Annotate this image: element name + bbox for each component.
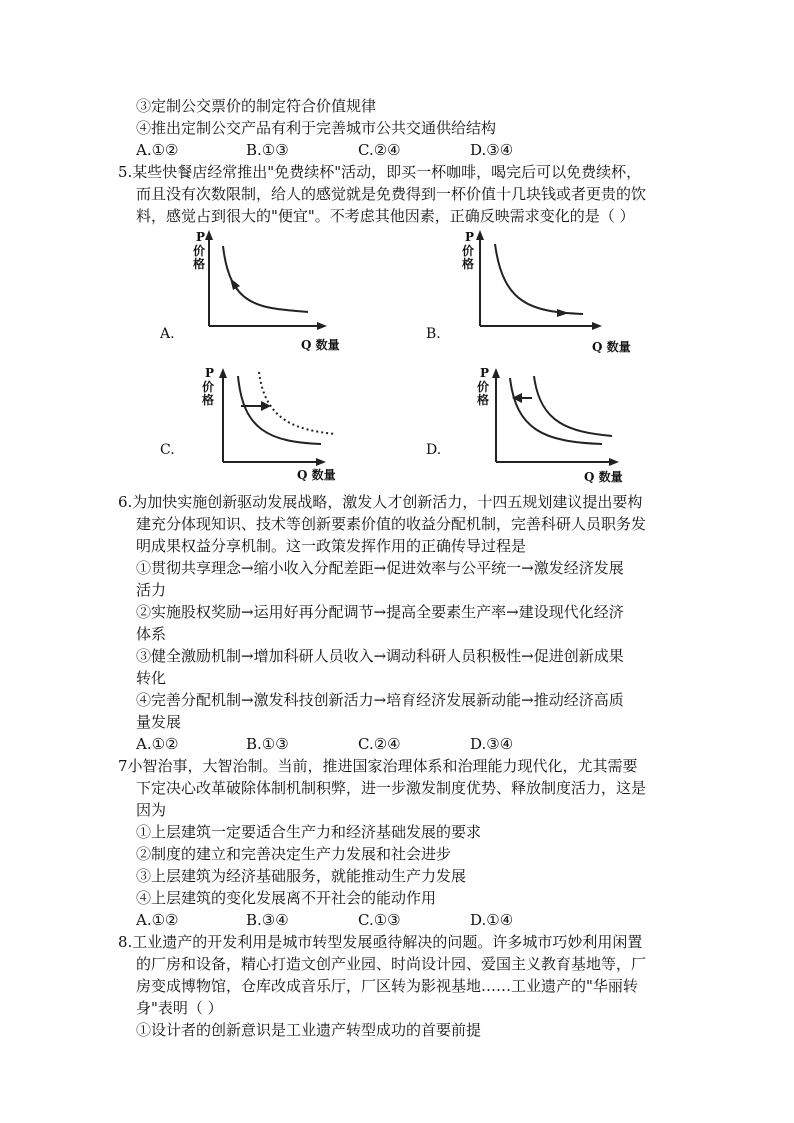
q6-option-d: D.③④	[470, 735, 514, 753]
q6-option-a: A.①②	[136, 735, 179, 753]
graph-c-plot	[199, 364, 374, 494]
q4-option-b: B.①③	[246, 141, 289, 159]
q4-statement-3: ③定制公交票价的制定符合价值规律	[136, 97, 377, 115]
q5-stem-line-2: 而且没有次数限制，给人的感觉就是免费得到一杯价值十几块钱或者更贵的饮	[136, 185, 647, 203]
q7-line-2: 下定决心改革破除体制机制积弊，进一步激发制度优势、释放制度活力，这是	[136, 779, 647, 797]
q6-line-7: 体系	[136, 625, 167, 643]
q6-line-9: 转化	[136, 669, 167, 687]
q8-line-4: 身"表明（ ）	[136, 999, 223, 1017]
graph-c-q-label: Q 数量	[297, 468, 336, 482]
q7-line-6: ③上层建筑为经济基础服务，就能推动生产力发展	[136, 867, 467, 885]
q8-line-3: 房变成博物馆，仓库改成音乐厅，厂区转为影视基地……工业遗产的"华丽转	[136, 977, 638, 995]
graph-b-label: B.	[426, 326, 441, 342]
q6-line-1: 6.为加快实施创新驱动发展战略，激发人才创新活力，十四五规划建议提出要构	[118, 493, 643, 511]
graph-a-label: A.	[160, 326, 175, 342]
q6-option-c: C.②④	[358, 735, 401, 753]
q8-line-5: ①设计者的创新意识是工业遗产转型成功的首要前提	[136, 1021, 482, 1039]
graph-b-plot	[459, 228, 634, 358]
graph-a	[190, 228, 365, 358]
q5-stem-line-1: 5.某些快餐店经常推出"免费续杯"活动，即买一杯咖啡，喝完后可以免费续杯，	[118, 163, 642, 181]
graph-c-p-label: P	[205, 366, 215, 380]
q7-line-1: 7小智治事，大智治制。当前，推进国家治理体系和治理能力现代化，尤其需要	[118, 757, 638, 775]
q6-line-11: 量发展	[136, 713, 182, 731]
graph-d-p-label: P	[480, 366, 490, 380]
q8-line-2: 的厂房和设备，精心打造文创产业园、时尚设计园、爱国主义教育基地等，厂	[136, 955, 647, 973]
q6-line-6: ②实施股权奖励→运用好再分配调节→提高全要素生产率→建设现代化经济	[136, 603, 624, 621]
q6-line-3: 明成果权益分享机制。这一政策发挥作用的正确传导过程是	[136, 537, 527, 555]
graph-b-price-label: 价 格	[461, 244, 474, 271]
q5-stem-line-3: 料，感觉占到很大的"便宜"。不考虑其他因素，正确反映需求变化的是（ ）	[136, 207, 635, 225]
q7-line-5: ②制度的建立和完善决定生产力发展和社会进步	[136, 845, 452, 863]
graph-a-p-label: P	[196, 230, 206, 244]
q6-line-8: ③健全激励机制→增加科研人员收入→调动科研人员积极性→促进创新成果	[136, 647, 624, 665]
graph-c	[199, 364, 374, 494]
q6-option-b: B.①③	[246, 735, 289, 753]
q4-statement-4: ④推出定制公交产品有利于完善城市公共交通供给结构	[136, 119, 497, 137]
graph-b-arrow	[557, 309, 569, 317]
graph-d-price-label: 价 格	[476, 380, 489, 407]
graph-c-price-label: 价 格	[201, 380, 214, 407]
q6-line-10: ④完善分配机制→激发科技创新活力→培育经济发展新动能→推动经济高质	[136, 691, 624, 709]
graph-b-p-label: P	[465, 230, 475, 244]
graph-c-label: C.	[160, 442, 175, 458]
graph-b-q-label: Q 数量	[592, 340, 631, 354]
q4-option-c: C.②④	[358, 141, 401, 159]
q7-option-d: D.①④	[470, 911, 514, 929]
graph-d-label: D.	[426, 442, 442, 458]
q4-option-a: A.①②	[136, 141, 179, 159]
q4-option-d: D.③④	[470, 141, 514, 159]
graph-a-price-label: 价 格	[192, 244, 205, 271]
q7-option-b: B.③④	[246, 911, 289, 929]
graph-d-q-label: Q 数量	[584, 470, 623, 484]
q8-line-1: 8.工业遗产的开发利用是城市转型发展亟待解决的问题。许多城市巧妙利用闲置	[118, 933, 643, 951]
q6-line-5: 活力	[136, 581, 167, 599]
q7-line-7: ④上层建筑的变化发展离不开社会的能动作用	[136, 889, 437, 907]
q7-option-c: C.①③	[358, 911, 401, 929]
graph-a-q-label: Q 数量	[301, 338, 340, 352]
q7-line-3: 因为	[136, 801, 167, 819]
q6-line-2: 建充分体现知识、技术等创新要素价值的收益分配机制，完善科研人员职务发	[136, 515, 647, 533]
q6-line-4: ①贯彻共享理念→缩小收入分配差距→促进效率与公平统一→激发经济发展	[136, 559, 624, 577]
graph-a-arrow	[230, 278, 240, 290]
graph-b	[459, 228, 634, 358]
graph-d	[474, 364, 649, 494]
q7-option-a: A.①②	[136, 911, 179, 929]
q7-line-4: ①上层建筑一定要适合生产力和经济基础发展的要求	[136, 823, 482, 841]
